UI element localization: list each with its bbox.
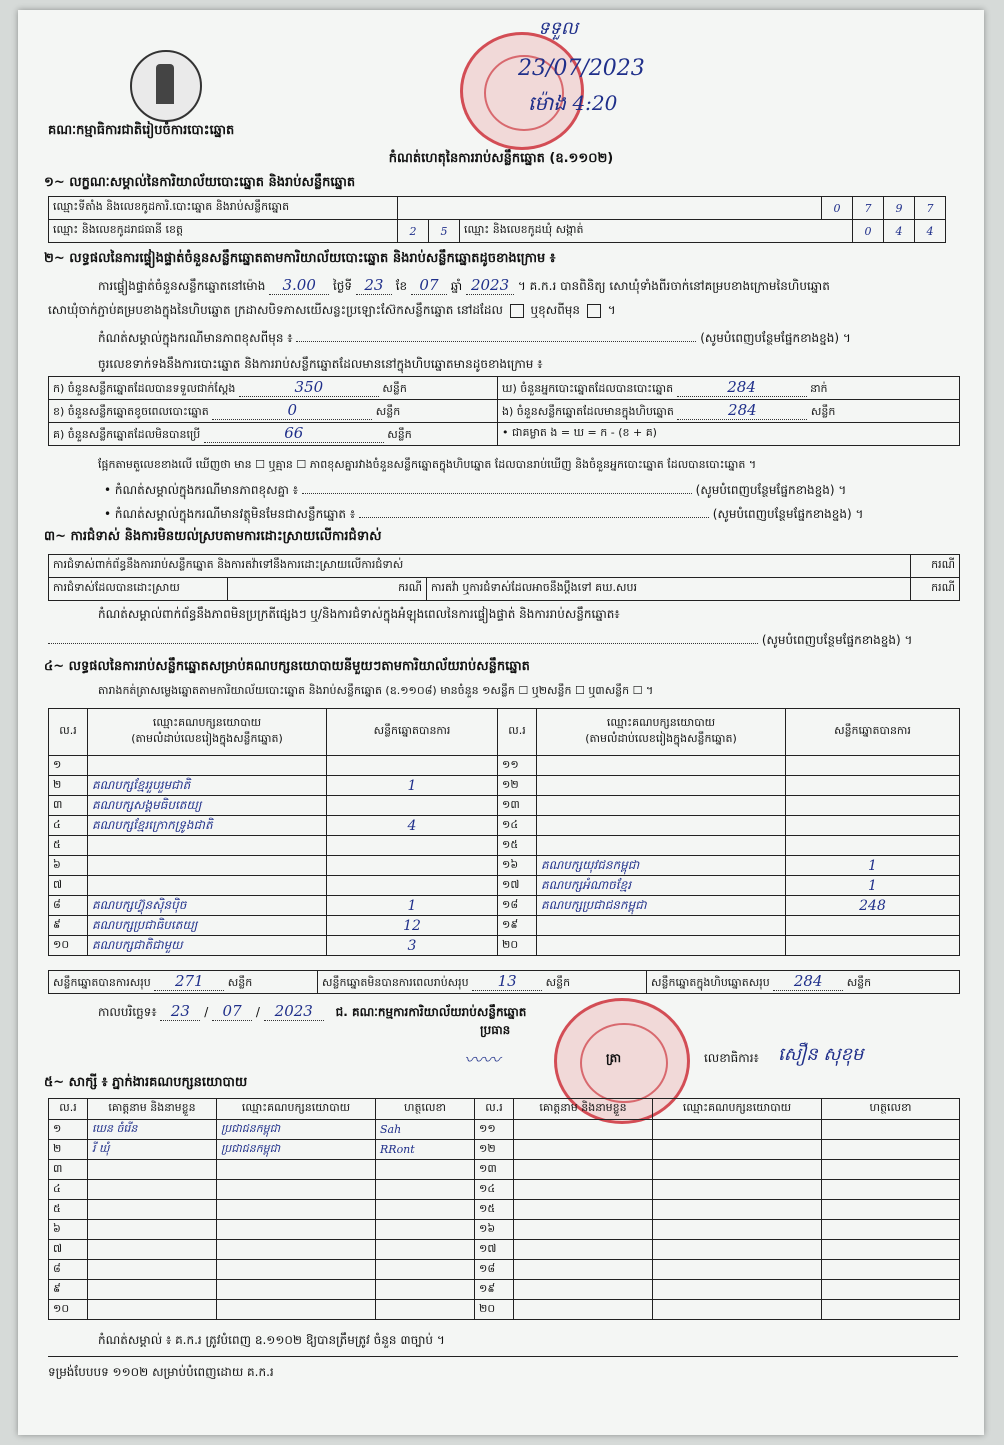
row-number: ១៣: [475, 1160, 514, 1180]
table-row: [49, 1300, 960, 1320]
table-row: [49, 1260, 960, 1280]
valid-votes: 1: [786, 876, 960, 896]
witness-signature: [376, 1180, 475, 1200]
valid-votes: [327, 836, 498, 856]
voters-value: 284: [677, 378, 807, 397]
witness-name: [514, 1200, 653, 1220]
irregularity-note: កំណត់សម្គាល់ពាក់ព័ន្ធនឹងភាពមិនប្រក្រតីផ្សេងៗ ឬ/និងការជំទាស់ក្នុងអំឡុងពេលនៃការផ្ទៀងផ្ទាត់ និងការរាប់សន្លឹកឆ្នោត៖: [98, 607, 620, 621]
witness-name: [88, 1160, 217, 1180]
witness-name: [514, 1240, 653, 1260]
party-name: [88, 876, 327, 896]
commune-digit: 0: [853, 220, 884, 243]
valid-votes: [327, 796, 498, 816]
row-number: ១០: [49, 936, 88, 956]
party-name: គណបក្សសង្គមធិបតេយ្យ: [88, 796, 327, 816]
resolved-complaints: ការជំទាស់ដែលបានដោះស្រាយ: [49, 578, 228, 601]
witness-name: ឃេន ចំរើន: [88, 1120, 217, 1140]
row-number: ១៣: [498, 796, 537, 816]
complaints-row: ការជំទាស់ពាក់ព័ន្ធនឹងការរាប់សន្លឹកឆ្នោត និងការតវ៉ាទៅនឹងការដោះស្រាយលើការជំទាស់: [49, 555, 911, 578]
party-name: [537, 776, 786, 796]
valid-votes: [786, 776, 960, 796]
table-row: [49, 1120, 960, 1140]
tally-sheet-line: តារាងកត់ត្រាសម្លេងឆ្នោតតាមការិយាល័យបោះឆ្នោត និងរាប់សន្លឹកឆ្នោត (ឧ.១១០៨) មានចំនួន ១សន្លឹក ☐ ឬ២សន្លឹក ☐ ឬ៣សន្លឹក ☐ ។: [98, 684, 654, 697]
witness-name: [514, 1300, 653, 1320]
sign-date-line: កាលបរិច្ឆេទ៖ 23 / 07 / 2023 ជ. គណៈកម្មការការិយាល័យរាប់សន្លឹកឆ្នោត: [98, 1002, 527, 1020]
valid-votes: 1: [327, 776, 498, 796]
table-row: [49, 796, 960, 816]
table-row: [49, 1240, 960, 1260]
nec-logo-icon: [130, 50, 202, 122]
valid-votes: [327, 756, 498, 776]
section2-heading: ២~ លទ្ធផលនៃការផ្ទៀងផ្ទាត់ចំនួនសន្លឹកឆ្នោតតាមការិយាល័យបោះឆ្នោត និងរាប់សន្លឹកឆ្នោតដូចខាងក្រោម ៖: [44, 251, 556, 266]
witness-party: [653, 1120, 822, 1140]
witness-name: [514, 1280, 653, 1300]
witness-party: [653, 1260, 822, 1280]
row-number: ១៩: [475, 1280, 514, 1300]
witness-party: [653, 1200, 822, 1220]
sign-month: 07: [212, 1002, 252, 1021]
commune-digit: 4: [915, 220, 946, 243]
witness-party: [217, 1200, 376, 1220]
witness-signature: Sah: [376, 1120, 475, 1140]
witness-name: [88, 1280, 217, 1300]
province-digit: 5: [429, 220, 460, 243]
witness-signature: [822, 1120, 960, 1140]
seal-check-line: សោឃុំចាក់ភ្ជាប់គម្របខាងក្នុងនៃហិបឆ្នោត ក្រដាសបិទភាសយើសន្លះប្រឡោះស៊ែកសន្លឹកឆ្នោត នៅដដែល ឬខុសពីមុន ។: [48, 303, 616, 317]
witness-party: [653, 1300, 822, 1320]
party-name: [537, 936, 786, 956]
commune-label: ឈ្មោះ និងលេខកូដឃុំ សង្កាត់: [460, 220, 853, 243]
spoiled-ballots-row: ខ) ចំនួនសន្លឹកឆ្នោតខូចពេលបោះឆ្នោត 0 សន្លឹក: [49, 400, 498, 423]
party-name: គណបក្សអំណាចខ្មែរ: [537, 876, 786, 896]
received-note: ទទួល: [538, 18, 578, 39]
party-results-table: ល.រ ឈ្មោះគណបក្សនយោបាយ (តាមលំដាប់លេខរៀងក្នុងសន្លឹកឆ្នោត) សន្លឹកឆ្នោតបានការ ល.រ ឈ្មោះគណបក្សនយោបាយ (តាមលំដាប់លេខរៀងក្នុងសន្លឹកឆ្នោត) សន្លឹកឆ្នោតបានការ ១ ១១ ២ គណបក្សខ្មែររួបរួមជាតិ 1 ១២ ៣ គណបក្សសង្គមធិបតេយ្យ ១៣ ៤ គណបក្សខ្មែរក្រោកទ្រូងជាតិ 4 ១៤ ៥ ១៥ ៦ ១៦ គណបក្សយុវជនកម្ពុជា 1 ៧ ១៧ គណបក្សអំណាចខ្មែរ 1 ៨ គណបក្សហ៊្វុនស៊ិនប៉ិច 1 ១៨ គណបក្សប្រជាជនកម្ពុជា 248 ៩ គណបក្សប្រជាធិបតេយ្យ 12 ១៩ ១០ គណបក្សជាតិជាមួយ 3 ២០: [48, 708, 960, 956]
province-label: ឈ្មោះ និងលេខកូដរាជធានី ខេត្ត: [49, 220, 398, 243]
witness-name: [88, 1300, 217, 1320]
table-row: [49, 896, 960, 916]
witness-name: [88, 1240, 217, 1260]
voters-row: ឃ) ចំនួនអ្នកបោះឆ្នោតដែលបានបោះឆ្នោត 284 នាក់: [498, 377, 960, 400]
party-name: គណបក្សប្រជាធិបតេយ្យ: [88, 916, 327, 936]
valid-votes: 12: [327, 916, 498, 936]
witness-signature: [822, 1240, 960, 1260]
sign-year: 2023: [264, 1002, 324, 1021]
secretary-name: សឿន សុខុម: [778, 1044, 864, 1065]
valid-votes: 1: [327, 896, 498, 916]
row-number: ១: [49, 1120, 88, 1140]
party-name: គណបក្សហ៊្វុនស៊ិនប៉ិច: [88, 896, 327, 916]
section5-heading: ៥~ សាក្សី ៖ ភ្នាក់ងារគណបក្សនយោបាយ: [44, 1075, 248, 1090]
witness-name: [514, 1220, 653, 1240]
witness-name: [514, 1260, 653, 1280]
party-name: [537, 916, 786, 936]
witness-signature: [822, 1180, 960, 1200]
row-number: ១៤: [498, 816, 537, 836]
row-number: ៤: [49, 1180, 88, 1200]
witness-signature: [822, 1260, 960, 1280]
difference-check-line: ផ្អែកតាមតួលេខខាងលើ ឃើញថា មាន ☐ ឬគ្មាន ☐ ភាពខុសគ្នារវាងចំនួនសន្លឹកឆ្នោតក្នុងហិបឆ្នោត ដែលបានរាប់ឃើញ និងចំនួនអ្នកបោះឆ្នោត ដែលបានបោះឆ្នោត ។: [98, 458, 757, 471]
table-row: [49, 876, 960, 896]
appeal-complaints: ការតវ៉ា ឬការជំទាស់ដែលអាចនឹងប្តឹងទៅ គឃ.សបរ: [427, 578, 911, 601]
total-invalid-cell: សន្លឹកឆ្នោតមិនបានការពេលរាប់សរុប 13 សន្លឹក: [318, 971, 647, 994]
form-title: កំណត់ហេតុនៃការរាប់សន្លឹកឆ្នោត (ឧ.១១០២): [388, 151, 614, 166]
row-number: ៨: [49, 1260, 88, 1280]
row-number: ១៧: [475, 1240, 514, 1260]
verification-line: ការផ្ទៀងផ្ទាត់ចំនួនសន្លឹកឆ្នោតនៅម៉ោង 3.00 ថ្ងៃទី 23 ខែ 07 ឆ្នាំ 2023 ។ គ.ក.រ បានពិនិត្យ សោឃុំទាំងពីរចាក់នៅគម្របខាងក្រោមនៃហិបឆ្នោត: [98, 276, 830, 294]
time-value: 3.00: [269, 276, 329, 295]
figures-intro: ចូរលេខទាក់ទងនឹងការបោះឆ្នោត និងការរាប់សន្លឹកឆ្នោតដែលមាននៅក្នុងហិបឆ្នោតមានដូចខាងក្រោម ៖: [98, 357, 543, 371]
secretary-label: លេខាធិការ៖: [704, 1051, 759, 1065]
party-name: គណបក្សយុវជនកម្ពុជា: [537, 856, 786, 876]
valid-votes: 248: [786, 896, 960, 916]
received-ballots-row: ក) ចំនួនសន្លឹកឆ្នោតដែលបានទទួលជាក់ស្តែង 350 សន្លឹក: [49, 377, 498, 400]
location-digit: 9: [884, 197, 915, 220]
table-row: [49, 776, 960, 796]
valid-votes: [786, 936, 960, 956]
witness-signature: [376, 1220, 475, 1240]
witness-party: [217, 1160, 376, 1180]
year-value: 2023: [466, 276, 514, 295]
row-number: ៦: [49, 856, 88, 876]
row-number: ៥: [49, 836, 88, 856]
witness-party: [653, 1220, 822, 1240]
table-row: [49, 1140, 960, 1160]
witness-party: [217, 1240, 376, 1260]
row-number: ២០: [475, 1300, 514, 1320]
witness-signature: [822, 1140, 960, 1160]
party-name: [537, 796, 786, 816]
row-number: ៤: [49, 816, 88, 836]
witness-name: [514, 1160, 653, 1180]
row-number: ១១: [498, 756, 537, 776]
witness-name: [88, 1200, 217, 1220]
valid-votes: [786, 796, 960, 816]
total-box-cell: សន្លឹកឆ្នោតក្នុងហិបឆ្នោតសរុប 284 សន្លឹក: [647, 971, 960, 994]
table-row: [49, 1200, 960, 1220]
section1-heading: ១~ លក្ខណៈសម្គាល់នៃការិយាល័យបោះឆ្នោត និងរាប់សន្លឹកឆ្នោត: [44, 175, 356, 190]
witness-signature: RRont: [376, 1140, 475, 1160]
row-number: ៥: [49, 1200, 88, 1220]
row-number: ១៦: [475, 1220, 514, 1240]
witness-party: ប្រជាជនកម្ពុជា: [217, 1140, 376, 1160]
witness-party: [653, 1180, 822, 1200]
complaints-table: ការជំទាស់ពាក់ព័ន្ធនឹងការរាប់សន្លឹកឆ្នោត និងការតវ៉ាទៅនឹងការដោះស្រាយលើការជំទាស់ ករណី ការជំទាស់ដែលបានដោះស្រាយ ករណី ការតវ៉ា ឬការជំទាស់ដែលអាចនឹងប្តឹងទៅ គឃ.សបរ ករណី: [48, 554, 960, 601]
party-name: [537, 836, 786, 856]
province-digit: 2: [398, 220, 429, 243]
formula: • ជាគម្លាត ង = ឃ = ក - (ខ + គ): [498, 423, 960, 446]
row-number: ១២: [475, 1140, 514, 1160]
row-number: ៣: [49, 796, 88, 816]
difference-note-line: កំណត់សម្គាល់ក្នុងករណីមានភាពខុសពីមុន ៖ (សូមបំពេញបន្ថែមផ្នែកខាងខ្នង) ។: [98, 331, 851, 345]
valid-votes: [786, 916, 960, 936]
witness-party: [653, 1240, 822, 1260]
witness-party: [217, 1280, 376, 1300]
sign-day: 23: [160, 1002, 200, 1021]
valid-votes: [327, 856, 498, 876]
witness-party: [653, 1280, 822, 1300]
row-number: ១១: [475, 1120, 514, 1140]
received-ballots-value: 350: [239, 378, 379, 397]
table-row: [49, 816, 960, 836]
received-date: 23/07/2023: [518, 56, 645, 81]
chair-label: ប្រធាន: [480, 1023, 511, 1037]
row-number: ១២: [498, 776, 537, 796]
unused-ballots-row: គ) ចំនួនសន្លឹកឆ្នោតដែលមិនបានប្រើ 66 សន្លឹក: [49, 423, 498, 446]
row-number: ៩: [49, 916, 88, 936]
row-number: ៧: [49, 876, 88, 896]
party-name: គណបក្សខ្មែររួបរួមជាតិ: [88, 776, 327, 796]
witness-signature: [822, 1220, 960, 1240]
footer-guide: ទម្រង់បែបបទ ១១០២ សម្រាប់បំពេញដោយ គ.ក.រ: [48, 1365, 274, 1379]
witness-table: ល.រ គោត្តនាម និងនាមខ្លួន ឈ្មោះគណបក្សនយោបាយ ហត្ថលេខា ល.រ គោត្តនាម និងនាមខ្លួន ឈ្មោះគណបក្សនយោបាយ ហត្ថលេខា ១ ឃេន ចំរើន ប្រជាជនកម្ពុជា Sah ១១ ២ រី ឃុំ ប្រជាជនកម្ពុជា RRont ១២ ៣ ១៣ ៤ ១៤ ៥ ១៥ ៦ ១៦ ៧ ១៧ ៨ ១៨ ៩ ១៩ ១០ ២០: [48, 1098, 960, 1320]
party-name: [88, 756, 327, 776]
witness-signature: [376, 1240, 475, 1260]
day-value: 23: [356, 276, 392, 295]
received-time: ម៉ោង 4:20: [528, 91, 618, 115]
row-number: ១៧: [498, 876, 537, 896]
row-number: ៨: [49, 896, 88, 916]
section4-heading: ៤~ លទ្ធផលនៃការរាប់សន្លឹកឆ្នោតសម្រាប់គណបក្សនយោបាយនីមួយៗតាមការិយាល័យរាប់សន្លឹកឆ្នោត: [44, 659, 530, 674]
row-number: ៧: [49, 1240, 88, 1260]
row-number: ១៤: [475, 1180, 514, 1200]
spoiled-ballots-value: 0: [212, 401, 372, 420]
total-invalid-value: 13: [472, 972, 542, 991]
section1-table: [48, 196, 946, 243]
witness-party: [217, 1300, 376, 1320]
commune-digit: 4: [884, 220, 915, 243]
location-digit: 7: [915, 197, 946, 220]
org-name: គណៈកម្មាធិការជាតិរៀបចំការបោះឆ្នោត: [48, 123, 235, 138]
table-row: [49, 1220, 960, 1240]
table-row: [49, 1160, 960, 1180]
valid-votes: [786, 756, 960, 776]
witness-signature: [822, 1200, 960, 1220]
valid-votes: 4: [327, 816, 498, 836]
footer-divider: [48, 1356, 958, 1357]
row-number: ២: [49, 1140, 88, 1160]
party-name: [88, 836, 327, 856]
valid-votes: [786, 816, 960, 836]
location-label: ឈ្មោះទីតាំង និងលេខកូដការិ.បោះឆ្នោត និងរាប់សន្លឹកឆ្នោត: [49, 197, 398, 220]
figures-table: [48, 376, 960, 446]
witness-name: រី ឃុំ: [88, 1140, 217, 1160]
row-number: ១០: [49, 1300, 88, 1320]
witness-name: [514, 1180, 653, 1200]
witness-signature: [822, 1300, 960, 1320]
witness-name: [514, 1120, 653, 1140]
row-number: ១៨: [475, 1260, 514, 1280]
witness-party: [217, 1180, 376, 1200]
witness-signature: [376, 1260, 475, 1280]
location-digit: 7: [853, 197, 884, 220]
witness-name: [88, 1180, 217, 1200]
valid-votes: [327, 876, 498, 896]
row-number: ២០: [498, 936, 537, 956]
witness-name: [88, 1260, 217, 1280]
table-row: [49, 756, 960, 776]
party-name: [537, 756, 786, 776]
table-row: [49, 856, 960, 876]
seal-label: ត្រា: [606, 1051, 621, 1065]
party-name: គណបក្សប្រជាជនកម្ពុជា: [537, 896, 786, 916]
table-row: [49, 936, 960, 956]
witness-party: [653, 1160, 822, 1180]
party-name: [88, 856, 327, 876]
difference-bullet: • កំណត់សម្គាល់ក្នុងករណីមានភាពខុសគ្នា ៖ (សូមបំពេញបន្ថែមផ្នែកខាងខ្នង) ។: [104, 483, 847, 497]
valid-votes: 1: [786, 856, 960, 876]
row-number: ៣: [49, 1160, 88, 1180]
total-box-value: 284: [773, 972, 843, 991]
table-row: [49, 836, 960, 856]
changed-checkbox[interactable]: [587, 304, 601, 318]
party-name: គណបក្សខ្មែរក្រោកទ្រូងជាតិ: [88, 816, 327, 836]
total-valid-cell: សន្លឹកឆ្នោតបានការសរុប 271 សន្លឹក: [49, 971, 318, 994]
party-name: [537, 816, 786, 836]
witness-party: [653, 1140, 822, 1160]
totals-table: [48, 970, 960, 994]
row-number: ១: [49, 756, 88, 776]
witness-name: [514, 1140, 653, 1160]
unchanged-checkbox[interactable]: [510, 304, 524, 318]
row-number: ១៥: [475, 1200, 514, 1220]
witness-signature: [822, 1280, 960, 1300]
witness-party: [217, 1220, 376, 1240]
witness-signature: [376, 1160, 475, 1180]
row-number: ១៨: [498, 896, 537, 916]
irregularity-fill-line: (សូមបំពេញបន្ថែមផ្នែកខាងខ្នង) ។: [48, 632, 960, 650]
witness-signature: [822, 1160, 960, 1180]
section3-heading: ៣~ ការជំទាស់ និងការមិនយល់ស្របតាមការដោះស្រាយលើការជំទាស់: [44, 529, 382, 544]
footer-note: កំណត់សម្គាល់ ៖ គ.ក.រ ត្រូវបំពេញ ឧ.១១០២ ឱ្យបានត្រឹមត្រូវ ចំនួន ៣ច្បាប់ ។: [98, 1333, 445, 1347]
foreign-object-bullet: • កំណត់សម្គាល់ក្នុងករណីមានវត្ថុមិនមែនជាសន្លឹកឆ្នោត ៖ (សូមបំពេញបន្ថែមផ្នែកខាងខ្នង) ។: [104, 507, 864, 521]
valid-votes: [786, 836, 960, 856]
ballots-in-box-value: 284: [677, 401, 807, 420]
witness-party: ប្រជាជនកម្ពុជា: [217, 1120, 376, 1140]
party-name: គណបក្សជាតិជាមួយ: [88, 936, 327, 956]
row-number: ៦: [49, 1220, 88, 1240]
witness-signature: [376, 1300, 475, 1320]
table-row: [49, 1280, 960, 1300]
row-number: ២: [49, 776, 88, 796]
chair-signature: 〰〰: [464, 1050, 500, 1071]
month-value: 07: [411, 276, 447, 295]
unused-ballots-value: 66: [204, 424, 384, 443]
location-digit: 0: [822, 197, 853, 220]
ballots-in-box-row: ង) ចំនួនសន្លឹកឆ្នោតដែលមានក្នុងហិបឆ្នោត 284 សន្លឹក: [498, 400, 960, 423]
witness-signature: [376, 1200, 475, 1220]
witness-signature: [376, 1280, 475, 1300]
table-row: [49, 1180, 960, 1200]
row-number: ១៥: [498, 836, 537, 856]
row-number: ៩: [49, 1280, 88, 1300]
witness-party: [217, 1260, 376, 1280]
form-page: [18, 10, 984, 1435]
row-number: ១៦: [498, 856, 537, 876]
row-number: ១៩: [498, 916, 537, 936]
valid-votes: 3: [327, 936, 498, 956]
total-valid-value: 271: [154, 972, 224, 991]
table-row: [49, 916, 960, 936]
witness-name: [88, 1220, 217, 1240]
